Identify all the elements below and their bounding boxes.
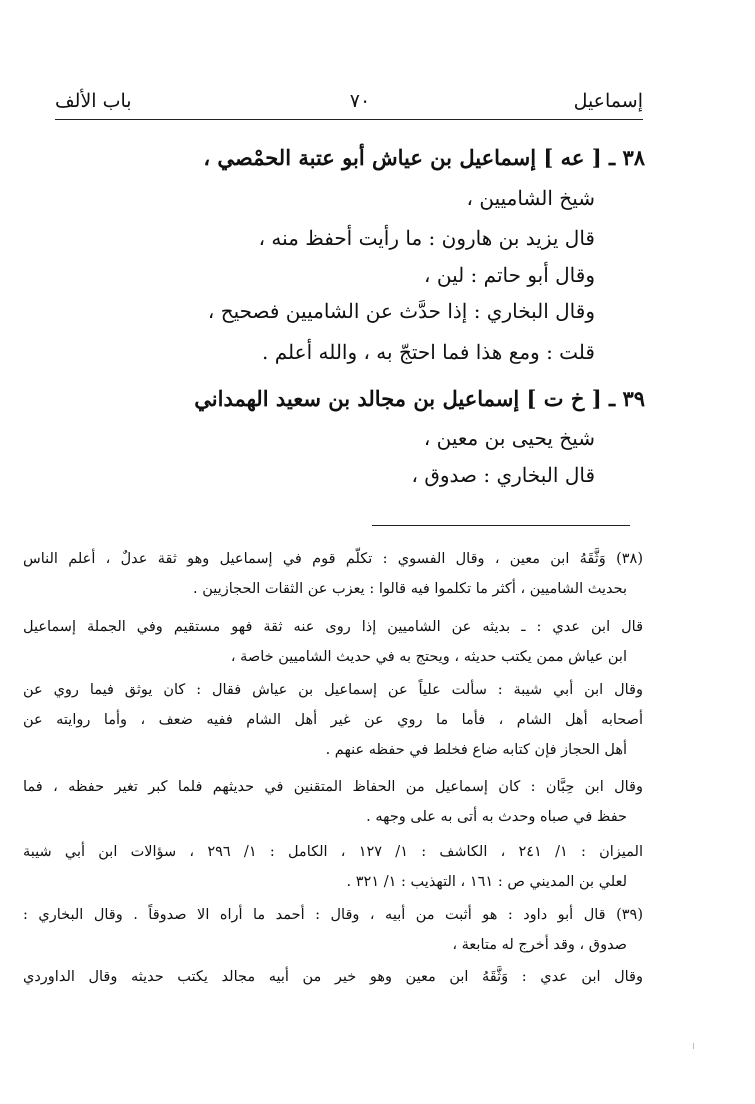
header-rule <box>55 119 643 120</box>
entry-38-line-2: قال يزيد بن هارون : ما رأيت أحفظ منه ، <box>258 226 595 250</box>
entry-38-line-5: قلت : ومع هذا فما احتجّ به ، والله أعلم . <box>261 340 595 364</box>
footnote-line: وقال ابن أبي شيبة : سألت علياً عن إسماعيل بن عياش فقال : كان يوثق فيما روي عن <box>23 682 643 698</box>
entry-38-line-4: وقال البخاري : إذا حدَّث عن الشاميين فصحيح ، <box>207 299 595 323</box>
footnote-line: لعلي بن المديني ص : ١٦١ ، التهذيب : ١/ ٣٢١ . <box>346 874 627 890</box>
entry-39-line-2: قال البخاري : صدوق ، <box>411 463 595 487</box>
footnote-line: وقال ابن عدي : وَثَّقَهُ ابن معين وهو خير من أبيه مجالد يكتب حديثه وقال الداوردي <box>23 969 643 985</box>
footnote-rule <box>372 525 630 526</box>
page-number: ٧٠ <box>349 90 371 112</box>
running-title-right: إسماعيل <box>573 90 643 112</box>
entry-39-heading: ٣٩ ـ [ خ ت ] إسماعيل بن مجالد بن سعيد الهمداني <box>194 386 645 411</box>
footnote-line: (٣٨) وَثَّقَهُ ابن معين ، وقال الفسوي : تكلّم قوم في إسماعيل وهو ثقة عدلٌ ، أعلم الناس <box>23 551 643 567</box>
footnote-line: وقال ابن حِبَّان : كان إسماعيل من الحفاظ المتقنين في حديثهم فلما كبر تغير حفظه ، فما <box>23 779 643 795</box>
footnote-line: (٣٩) قال أبو داود : هو أثبت من أبيه ، وقال : أحمد ما أراه الا صدوقاً . وقال البخاري : <box>23 907 643 923</box>
footnote-line: قال ابن عدي : ـ بديثه عن الشاميين إذا روى عنه ثقة فهو مستقيم وفي الجملة إسماعيل <box>23 619 643 635</box>
entry-39-line-1: شيخ يحيى بن معين ، <box>423 426 595 450</box>
footnote-line: ابن عياش ممن يكتب حديثه ، ويحتج به في حديث الشاميين خاصة ، <box>230 649 627 665</box>
footnote-line: بحديث الشاميين ، أكثر ما تكلموا فيه قالوا : يعزب عن الثقات الحجازيين . <box>193 581 627 597</box>
footnote-line: أصحابه أهل الشام ، فأما ما روي عن غير أهل الشام ففيه ضعف ، وأما روايته عن <box>23 712 643 728</box>
footnote-line: الميزان : ١/ ٢٤١ ، الكاشف : ١/ ١٢٧ ، الكامل : ١/ ٢٩٦ ، سؤالات ابن أبي شيبة <box>23 844 643 860</box>
running-title-left: باب الألف <box>55 90 132 112</box>
entry-38-line-1: شيخ الشاميين ، <box>466 186 595 210</box>
entry-38-heading: ٣٨ ـ [ عه ] إسماعيل بن عياش أبو عتبة الحمْصي ، <box>203 145 645 170</box>
footnote-line: أهل الحجاز فإن كتابه ضاع فخلط في حفظه عنهم . <box>325 742 627 758</box>
scan-mark <box>693 1043 694 1049</box>
footnote-line: حفظ في صباه وحدث به أتى به على وجهه . <box>366 809 627 825</box>
footnote-line: صدوق ، وقد أخرج له متابعة ، <box>452 937 627 953</box>
entry-38-line-3: وقال أبو حاتم : لين ، <box>424 263 595 287</box>
